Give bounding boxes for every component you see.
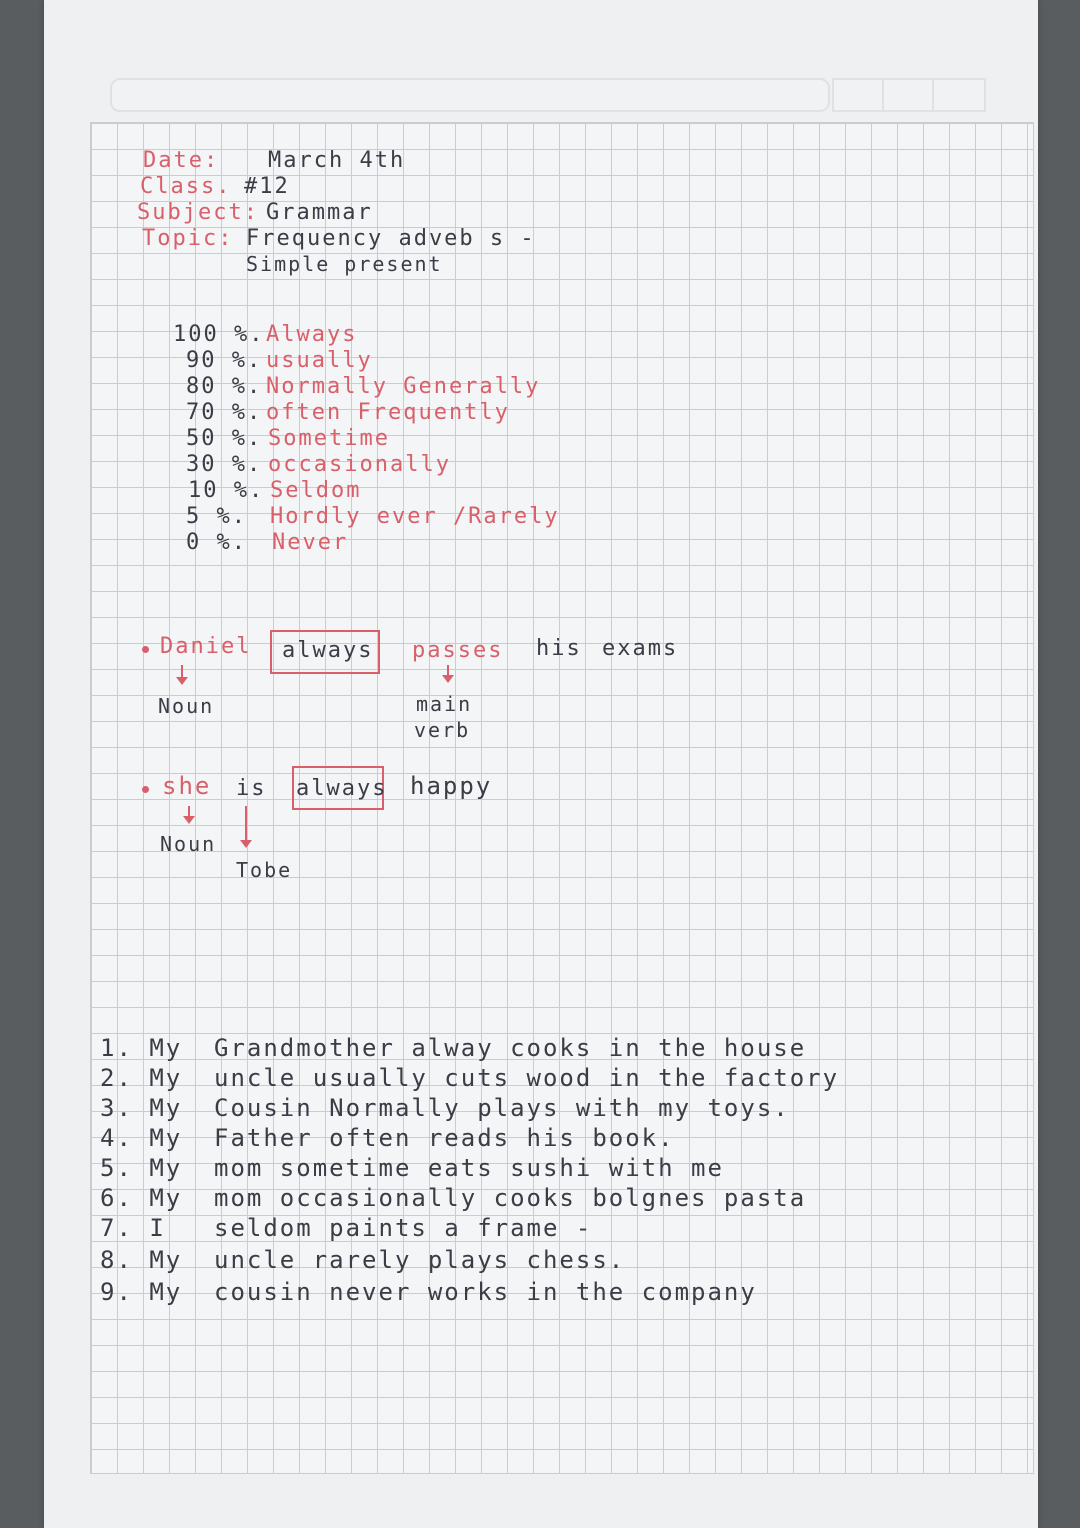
sentence-text: uncle rarely plays chess.	[214, 1246, 626, 1274]
tobe-note: Tobe	[236, 858, 293, 882]
sentence-number: 5. My	[100, 1154, 183, 1182]
subject-value: Grammar	[266, 200, 373, 225]
arrow-down-icon	[188, 806, 190, 818]
arrow-down-icon	[447, 665, 449, 677]
date-label: Date:	[143, 148, 220, 173]
percent: 50 %.	[186, 426, 263, 451]
sentence-number: 3. My	[100, 1094, 183, 1122]
sentence-text: Grandmother alway cooks in the house	[214, 1034, 807, 1062]
example-word: his	[536, 636, 582, 661]
example-subject: Daniel	[160, 634, 252, 659]
example-word: exams	[602, 636, 679, 661]
example-adverb: always	[282, 638, 374, 663]
example-verb: passes	[412, 638, 504, 663]
percent: 5 %.	[186, 504, 247, 529]
page-header-box	[882, 78, 934, 112]
example-tobe: is	[236, 776, 267, 801]
adverb: occasionally	[268, 452, 451, 477]
adverb: usually	[266, 348, 373, 373]
bullet-icon	[142, 646, 149, 653]
adverb: Seldom	[270, 478, 362, 503]
topic-value: Frequency adveb s -	[246, 226, 536, 251]
example-word: happy	[410, 772, 493, 800]
sentence-text: mom sometime eats sushi with me	[214, 1154, 724, 1182]
class-label: Class.	[140, 174, 232, 199]
page-header-box	[832, 78, 884, 112]
sentence-number: 2. My	[100, 1064, 183, 1092]
subject-note: Noun	[160, 832, 217, 856]
page-header-box	[932, 78, 986, 112]
sentence-number: 8. My	[100, 1246, 183, 1274]
sentence-text: Cousin Normally plays with my toys.	[214, 1094, 790, 1122]
sentence-number: 4. My	[100, 1124, 183, 1152]
sentence-number: 1. My	[100, 1034, 183, 1062]
sentence-number: 6. My	[100, 1184, 183, 1212]
percent: 30 %.	[186, 452, 263, 477]
subject-label: Subject:	[137, 200, 259, 225]
page-header-bar	[110, 78, 830, 112]
arrow-down-icon	[181, 665, 183, 679]
adverb: Normally Generally	[266, 374, 541, 399]
percent: 0 %.	[186, 530, 247, 555]
arrow-down-icon	[245, 806, 247, 842]
sentence-number: 7. I	[100, 1214, 166, 1242]
sentence-text: mom occasionally cooks bolgnes pasta	[214, 1184, 807, 1212]
percent: 100 %.	[173, 322, 265, 347]
verb-note-1: main	[416, 692, 473, 716]
percent: 80 %.	[186, 374, 263, 399]
adverb: Sometime	[268, 426, 390, 451]
topic-label: Topic:	[142, 226, 234, 251]
example-adverb: always	[296, 776, 388, 801]
bullet-icon	[142, 786, 149, 793]
adverb: often Frequently	[266, 400, 510, 425]
adverb: Never	[272, 530, 349, 555]
sentence-text: uncle usually cuts wood in the factory	[214, 1064, 840, 1092]
subject-note: Noun	[158, 694, 215, 718]
verb-note-2: verb	[414, 718, 471, 742]
sentence-text: Father often reads his book.	[214, 1124, 675, 1152]
percent: 70 %.	[186, 400, 263, 425]
percent: 90 %.	[186, 348, 263, 373]
percent: 10 %.	[188, 478, 265, 503]
adverb: Always	[266, 322, 358, 347]
topic-value-line2: Simple present	[246, 252, 443, 276]
example-subject: she	[162, 772, 212, 800]
adverb: Hordly ever /Rarely	[270, 504, 560, 529]
sentence-text: seldom paints a frame -	[214, 1214, 593, 1242]
sentence-text: cousin never works in the company	[214, 1278, 757, 1306]
date-value: March 4th	[268, 148, 406, 173]
class-value: #12	[244, 174, 290, 199]
sentence-number: 9. My	[100, 1278, 183, 1306]
